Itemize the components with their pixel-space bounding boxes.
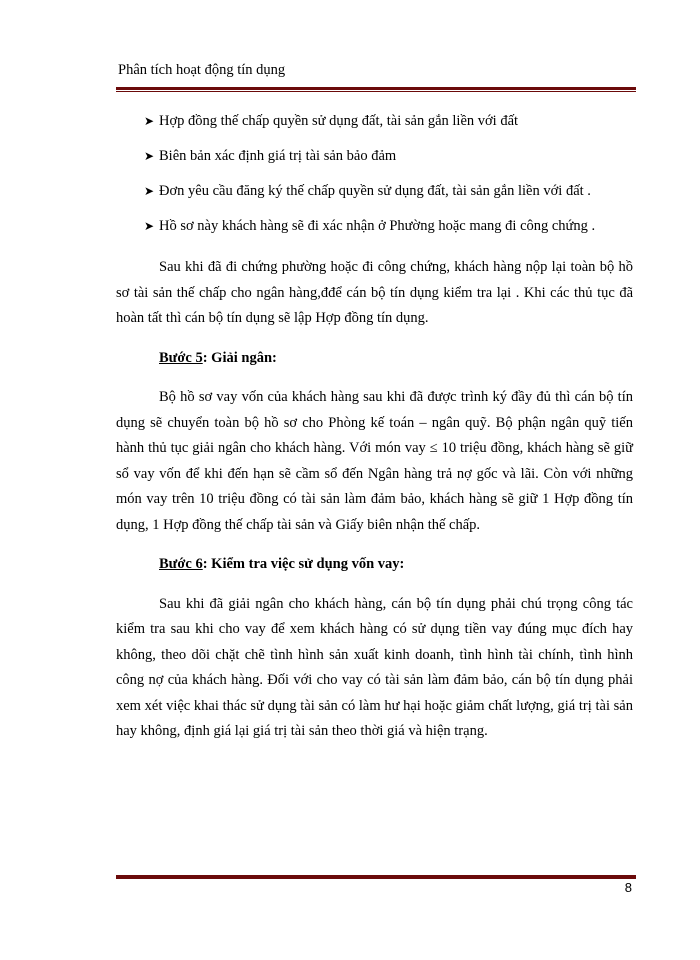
paragraph-disbursement: Bộ hồ sơ vay vốn của khách hàng sau khi đã được trình ký đầy đủ thì cán bộ tín dụng sẽ chuyển toàn bộ hồ sơ cho Phòng kế toán – ngân quỹ. Bộ phận ngân quỹ tiến hành thủ tục giải ngân cho khách hàng. Với món vay ≤ 10 triệu đồng, khách hàng sẽ giữ sổ vay vốn để khi đến hạn sẽ cầm sổ đến Ngân hàng trả nợ gốc và lãi. Còn với những món vay trên 10 triệu đồng có tài sản làm đảm bảo, khách hàng sẽ giữ 1 Hợp đồng tín dụng, 1 Hợp đồng thế chấp tài sản và Giấy biên nhận thế chấp. xyxy=(116,389,633,533)
arrow-bullet-icon: ➤ xyxy=(144,219,155,233)
paragraph-submission: Sau khi đã đi chứng phường hoặc đi công chứng, khách hàng nộp lại toàn bộ hồ sơ tài sản thế chấp cho ngân hàng,đđể cán bộ tín dụng kiểm tra lại . Khi các thủ tục đã hoàn tất thì cán bộ tín dụng sẽ lập Hợp đồng tín dụng. xyxy=(116,259,633,326)
step-5-title: : Giải ngân: xyxy=(202,349,277,366)
page-body xyxy=(116,106,633,745)
step-5-heading xyxy=(116,346,633,372)
bullet-text: Đơn yêu cầu đăng ký thế chấp quyền sử dụng đất, tài sản gắn liền với đất . xyxy=(159,183,591,199)
bullet-text: Biên bản xác định giá trị tài sản bảo đảm xyxy=(159,148,397,164)
bullet-text: Hồ sơ này khách hàng sẽ đi xác nhận ở Phường hoặc mang đi công chứng . xyxy=(159,218,596,234)
bullet-text: Hợp đồng thế chấp quyền sử dụng đất, tài sản gắn liền với đất xyxy=(159,113,519,129)
arrow-bullet-icon: ➤ xyxy=(144,149,155,163)
step-6-heading xyxy=(116,552,633,578)
bullet-item xyxy=(144,141,633,171)
page-number: 8 xyxy=(624,880,632,895)
step-6-title: : Kiểm tra việc sử dụng vốn vay: xyxy=(202,556,405,572)
header-rule xyxy=(116,87,636,92)
arrow-bullet-icon: ➤ xyxy=(144,114,155,128)
bullet-item xyxy=(144,176,633,206)
step-5-label: Bước 5 xyxy=(159,349,203,366)
arrow-bullet-icon: ➤ xyxy=(144,184,155,198)
footer-rule xyxy=(116,874,636,879)
step-6-label: Bước 6 xyxy=(159,556,203,572)
bullet-item xyxy=(144,211,633,241)
paragraph-loan-monitoring: Sau khi đã giải ngân cho khách hàng, cán bộ tín dụng phải chú trọng công tác kiểm tra sau khi cho vay để xem khách hàng có sử dụng tiền vay đúng mục đích hay không, theo dõi chặt chẽ tình hình sản xuất kinh doanh, tình hình tài chính, tình hình công nợ của khách hàng. Đối với cho vay có tài sản làm đảm bảo, cán bộ tín dụng phải xem xét việc khai thác sử dụng tài sản có làm hư hại hoặc giảm chất lượng, giá trị tài sản hay không, định giá lại giá trị tài sản theo thời giá và hiện trạng. xyxy=(116,595,633,739)
bullet-item xyxy=(144,106,633,136)
header-title: Phân tích hoạt động tín dụng xyxy=(118,62,286,78)
